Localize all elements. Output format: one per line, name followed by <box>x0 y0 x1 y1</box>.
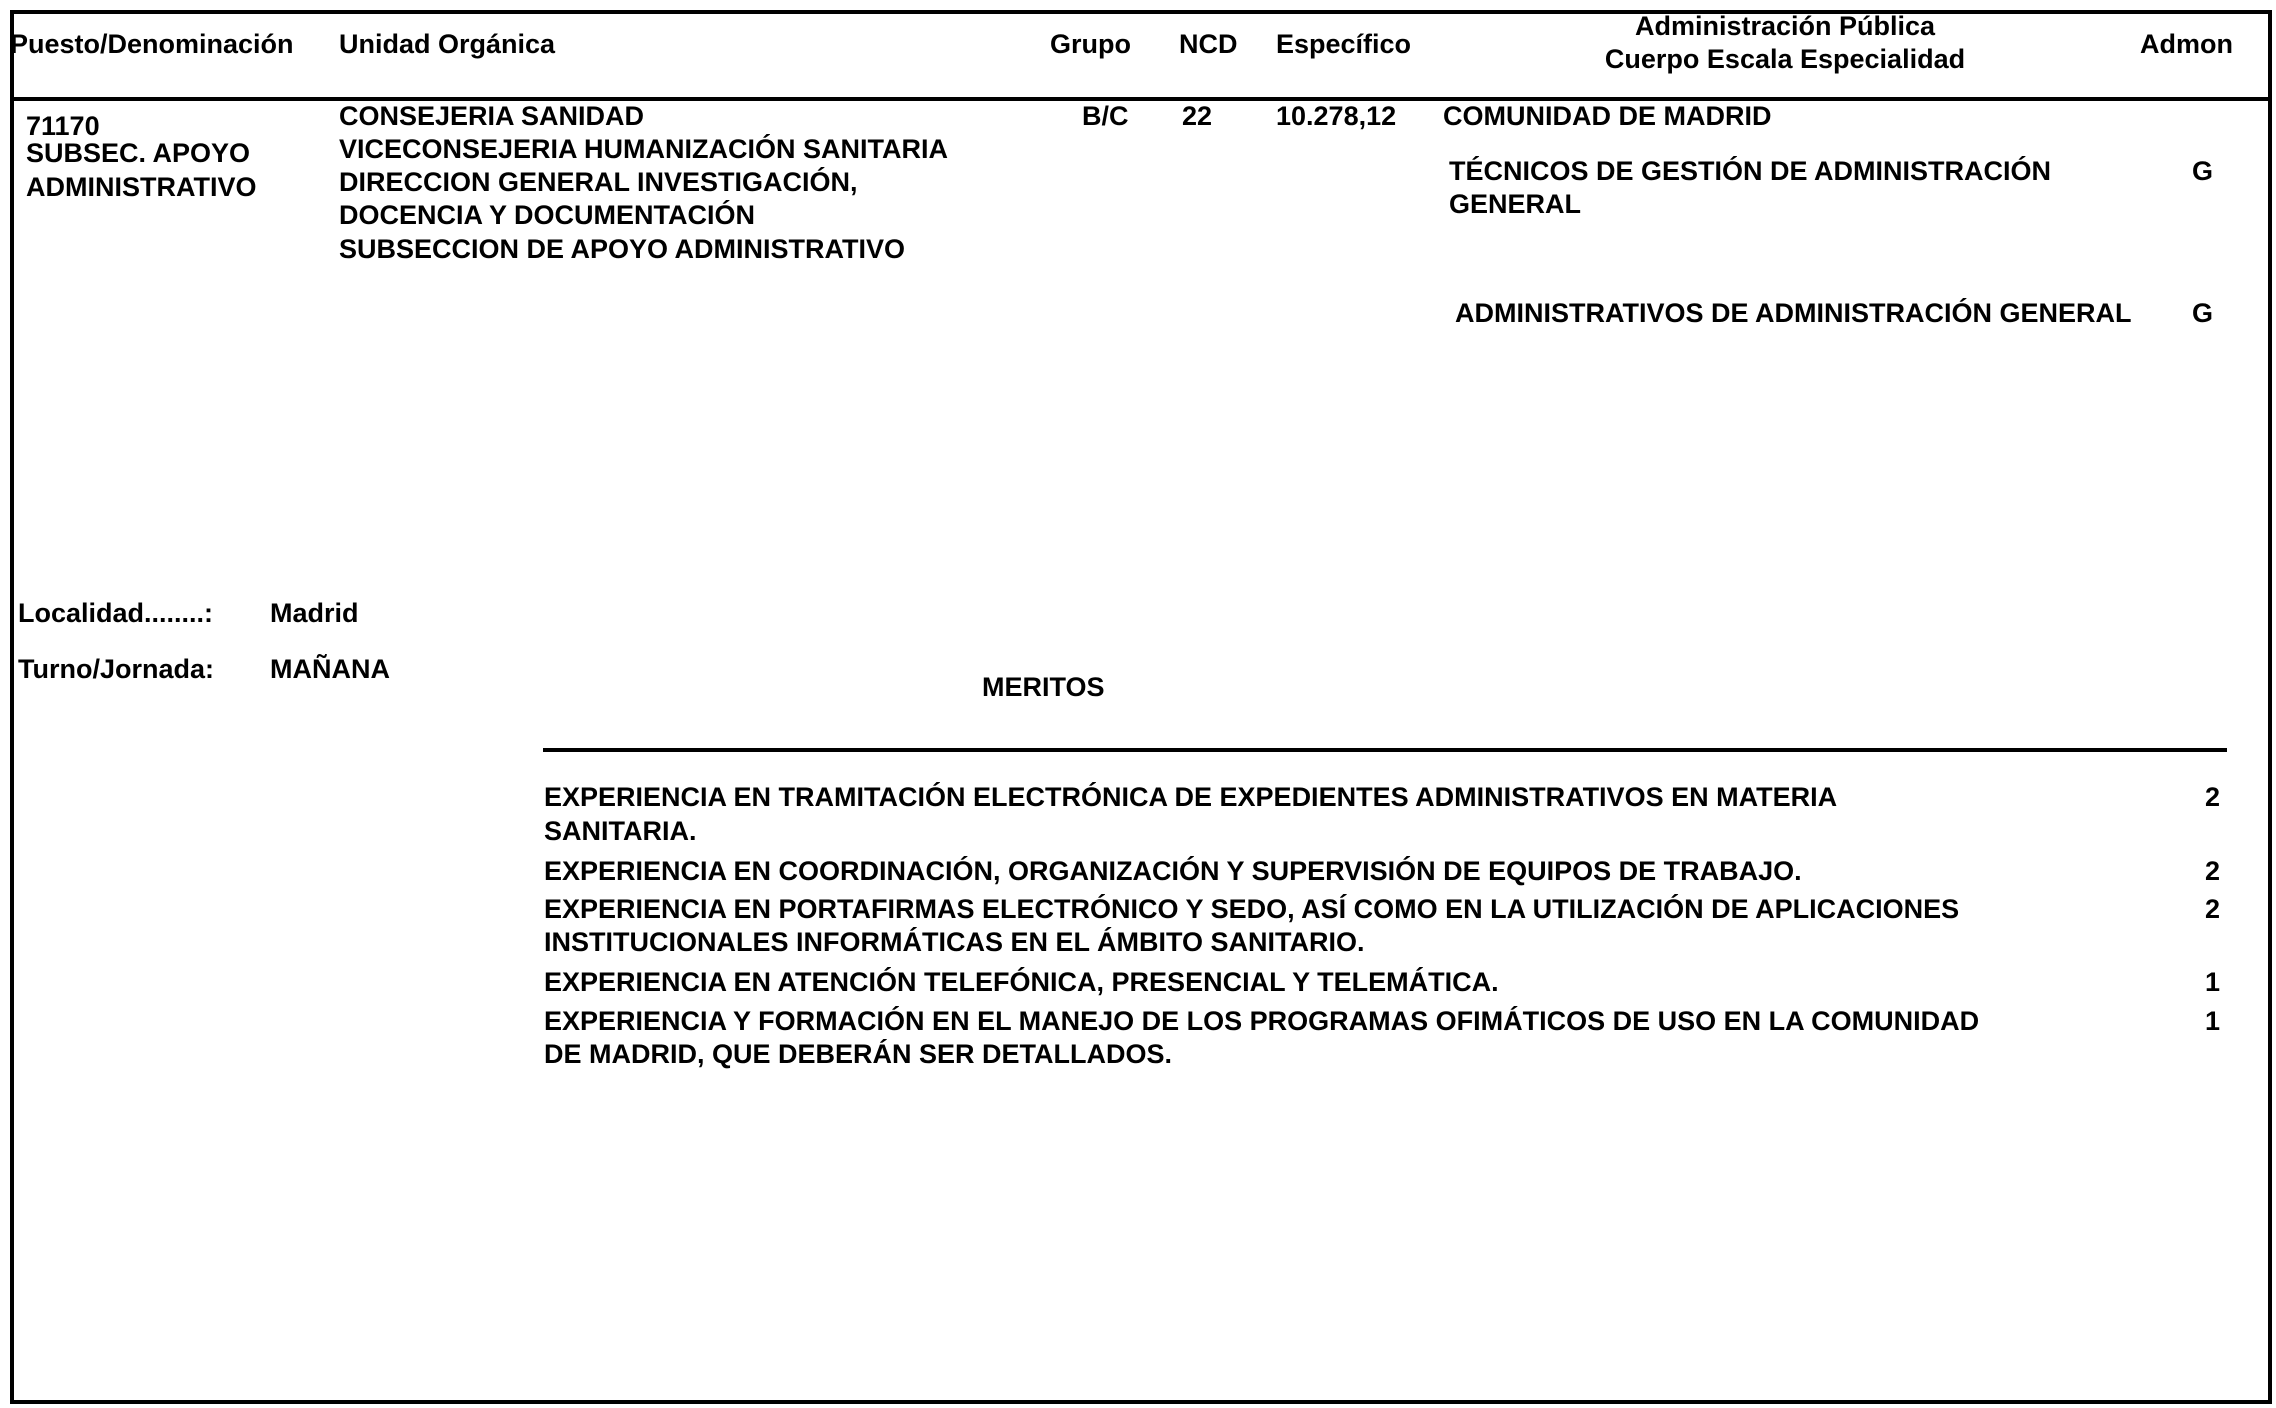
unidad-line-5: SUBSECCION DE APOYO ADMINISTRATIVO <box>339 234 906 264</box>
merito-4-points: 1 <box>2204 967 2220 997</box>
merito-5-line-2: DE MADRID, QUE DEBERÁN SER DETALLADOS. <box>544 1039 1173 1069</box>
localidad-label: Localidad........: <box>18 598 214 628</box>
merito-4-line-1: EXPERIENCIA EN ATENCIÓN TELEFÓNICA, PRESENCIAL Y TELEMÁTICA. <box>544 967 1499 997</box>
puesto-denominacion-1: SUBSEC. APOYO <box>26 138 251 168</box>
meritos-divider <box>543 748 2227 752</box>
merito-1-line-1: EXPERIENCIA EN TRAMITACIÓN ELECTRÓNICA DE EXPEDIENTES ADMINISTRATIVOS EN MATERIA <box>544 782 1838 812</box>
header-grupo: Grupo <box>1050 29 1131 59</box>
header-admon: Admon <box>2140 29 2233 59</box>
cuerpo-2-line-1: ADMINISTRATIVOS DE ADMINISTRACIÓN GENERAL <box>1455 298 2132 328</box>
header-unidad: Unidad Orgánica <box>339 29 556 59</box>
grupo-value: B/C <box>1082 101 1129 131</box>
header-puesto: Puesto/Denominación <box>10 29 294 59</box>
unidad-line-4: DOCENCIA Y DOCUMENTACIÓN <box>339 200 756 230</box>
cuerpo-1-line-1: TÉCNICOS DE GESTIÓN DE ADMINISTRACIÓN <box>1449 156 2052 186</box>
turno-label: Turno/Jornada: <box>18 654 215 684</box>
merito-3-points: 2 <box>2204 894 2220 924</box>
header-administracion: Administración Pública <box>1634 11 1936 41</box>
merito-5-line-1: EXPERIENCIA Y FORMACIÓN EN EL MANEJO DE LOS PROGRAMAS OFIMÁTICOS DE USO EN LA COMUNIDAD <box>544 1006 1980 1036</box>
merito-3-line-1: EXPERIENCIA EN PORTAFIRMAS ELECTRÓNICO Y SEDO, ASÍ COMO EN LA UTILIZACIÓN DE APLICACIONES <box>544 894 1960 924</box>
ncd-value: 22 <box>1182 101 1213 131</box>
header-cuerpo-escala: Cuerpo Escala Especialidad <box>1604 44 1966 74</box>
merito-1-line-2: SANITARIA. <box>544 816 697 846</box>
merito-2-line-1: EXPERIENCIA EN COORDINACIÓN, ORGANIZACIÓN Y SUPERVISIÓN DE EQUIPOS DE TRABAJO. <box>544 856 1802 886</box>
header-ncd: NCD <box>1179 29 1238 59</box>
cuerpo-2-admon: G <box>2192 298 2214 328</box>
meritos-title: MERITOS <box>982 672 1105 702</box>
administracion-value: COMUNIDAD DE MADRID <box>1443 101 1772 131</box>
turno-value: MAÑANA <box>270 654 390 684</box>
unidad-line-2: VICECONSEJERIA HUMANIZACIÓN SANITARIA <box>339 134 949 164</box>
unidad-line-1: CONSEJERIA SANIDAD <box>339 101 645 131</box>
puesto-code: 71170 <box>26 111 100 141</box>
merito-1-points: 2 <box>2204 782 2220 812</box>
merito-3-line-2: INSTITUCIONALES INFORMÁTICAS EN EL ÁMBITO SANITARIO. <box>544 927 1365 957</box>
merito-2-points: 2 <box>2204 856 2220 886</box>
especifico-value: 10.278,12 <box>1276 101 1397 131</box>
unidad-line-3: DIRECCION GENERAL INVESTIGACIÓN, <box>339 167 858 197</box>
merito-5-points: 1 <box>2204 1006 2220 1036</box>
cuerpo-1-line-2: GENERAL <box>1449 189 1582 219</box>
puesto-denominacion-2: ADMINISTRATIVO <box>26 172 257 202</box>
cuerpo-1-admon: G <box>2192 156 2214 186</box>
localidad-value: Madrid <box>270 598 359 628</box>
header-especifico: Específico <box>1276 29 1412 59</box>
